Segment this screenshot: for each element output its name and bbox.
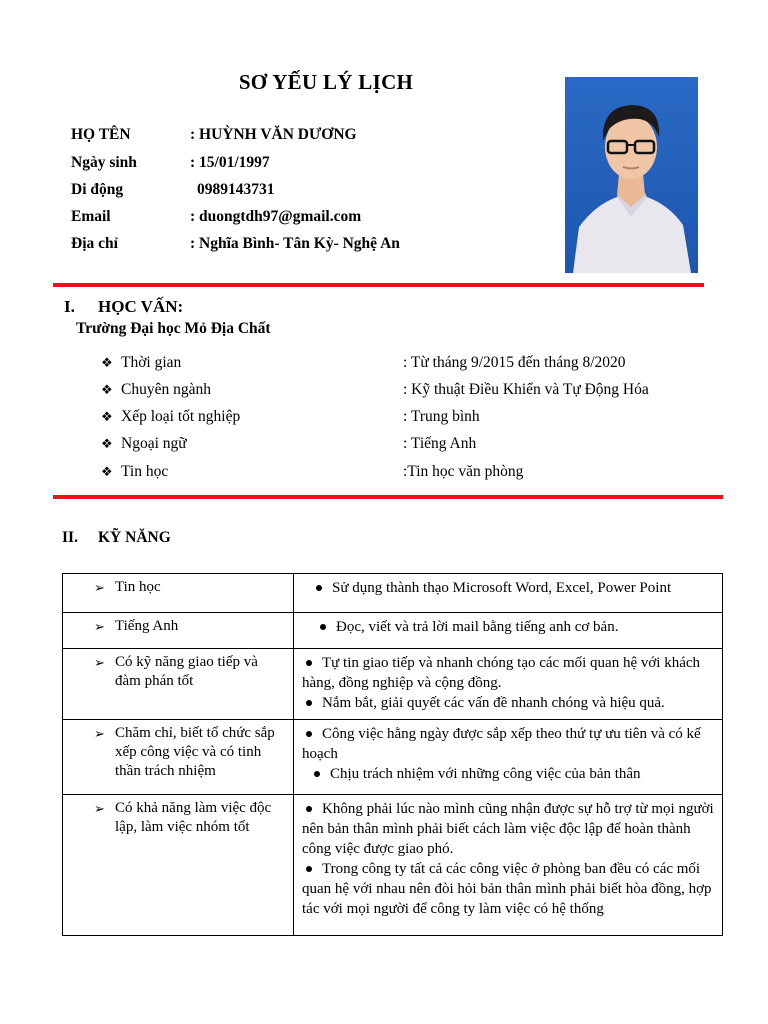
skill-label: Tiếng Anh bbox=[115, 618, 179, 634]
name-value: : HUỲNH VĂN DƯƠNG bbox=[190, 126, 357, 143]
skill-label: Chăm chỉ, biết tổ chức sắp xếp công việc và có tinh thần trách nhiệm bbox=[115, 725, 275, 779]
bullet-dot-icon bbox=[306, 866, 312, 872]
diamond-bullet-icon: ❖ bbox=[101, 436, 113, 451]
skills-table bbox=[62, 573, 723, 936]
bullet-dot-icon bbox=[306, 806, 312, 812]
dob-value: : 15/01/1997 bbox=[190, 154, 270, 171]
detail-cell bbox=[294, 574, 723, 613]
arrow-bullet-icon: ➢ bbox=[94, 726, 105, 741]
arrow-bullet-icon: ➢ bbox=[94, 619, 105, 634]
detail-cell bbox=[294, 649, 723, 720]
diamond-bullet-icon: ❖ bbox=[101, 464, 113, 479]
detail-cell bbox=[294, 795, 723, 936]
bullet-dot-icon bbox=[306, 731, 312, 737]
page-title: SƠ YẾU LÝ LỊCH bbox=[238, 70, 414, 94]
edu-item-value: : Trung bình bbox=[403, 408, 480, 425]
table-row bbox=[63, 649, 723, 720]
detail-cell bbox=[294, 720, 723, 795]
arrow-bullet-icon: ➢ bbox=[94, 655, 105, 670]
section-divider bbox=[53, 283, 704, 287]
skill-label: Có khả năng làm việc độc lập, làm việc nhóm tốt bbox=[115, 800, 272, 835]
section-divider bbox=[53, 495, 723, 499]
skill-cell bbox=[63, 574, 294, 613]
diamond-bullet-icon: ❖ bbox=[101, 382, 113, 397]
edu-item-value: : Kỹ thuật Điều Khiển và Tự Động Hóa bbox=[403, 381, 649, 398]
skill-detail: Trong công ty tất cả các công việc ở phòng ban đều có các mối quan hệ với nhau nên đòi hỏi bản thân mình phải biết hòa đồng, hợp tác với mọi người để công ty làm việc có hệ thống bbox=[302, 861, 712, 917]
skill-cell bbox=[63, 795, 294, 936]
arrow-bullet-icon: ➢ bbox=[94, 801, 105, 816]
bullet-dot-icon bbox=[306, 660, 312, 666]
skill-detail: Công việc hằng ngày được sắp xếp theo thứ tự ưu tiên và có kế hoạch bbox=[302, 726, 701, 762]
bullet-dot-icon bbox=[306, 700, 312, 706]
skill-detail: Chịu trách nhiệm với những công việc của bản thân bbox=[330, 766, 641, 782]
table-row bbox=[63, 795, 723, 936]
diamond-bullet-icon: ❖ bbox=[101, 355, 113, 370]
profile-photo bbox=[565, 77, 698, 273]
edu-item-label: Chuyên ngành bbox=[121, 381, 211, 398]
edu-item-value: :Tin học văn phòng bbox=[403, 463, 524, 480]
edu-item-value: : Từ tháng 9/2015 đến tháng 8/2020 bbox=[403, 354, 626, 371]
bullet-dot-icon bbox=[314, 771, 320, 777]
skill-detail: Tự tin giao tiếp và nhanh chóng tạo các mối quan hệ với khách hàng, đồng nghiệp và cộng đồng. bbox=[302, 655, 701, 691]
skill-detail: Nắm bắt, giải quyết các vấn đề nhanh chóng và hiệu quả. bbox=[322, 695, 665, 711]
diamond-bullet-icon: ❖ bbox=[101, 409, 113, 424]
skill-label: Có kỹ năng giao tiếp và đàm phán tốt bbox=[115, 654, 258, 689]
section-number-education: I. bbox=[64, 297, 75, 316]
skill-label: Tin học bbox=[115, 579, 161, 595]
table-row bbox=[63, 720, 723, 795]
section-number-skills: II. bbox=[62, 529, 78, 546]
email-label: Email bbox=[71, 208, 111, 225]
phone-label: Di động bbox=[71, 181, 124, 198]
section-title-skills: KỸ NĂNG bbox=[98, 529, 171, 546]
address-value: : Nghĩa Bình- Tân Kỳ- Nghệ An bbox=[190, 235, 400, 252]
table-row bbox=[63, 613, 723, 649]
detail-cell bbox=[294, 613, 723, 649]
skill-detail: Sử dụng thành thạo Microsoft Word, Excel, Power Point bbox=[332, 580, 672, 596]
section-title-education: HỌC VẤN: bbox=[98, 297, 184, 316]
address-label: Địa chỉ bbox=[71, 235, 118, 252]
arrow-bullet-icon: ➢ bbox=[94, 580, 105, 595]
table-row bbox=[63, 574, 723, 613]
edu-item-label: Thời gian bbox=[121, 354, 182, 371]
dob-label: Ngày sinh bbox=[71, 154, 137, 171]
edu-item-value: : Tiếng Anh bbox=[403, 435, 477, 452]
bullet-dot-icon bbox=[316, 585, 322, 591]
skill-cell bbox=[63, 613, 294, 649]
skill-detail: Không phải lúc nào mình cũng nhận được sự hỗ trợ từ mọi người nên bản thân mình phải biết cách làm việc độc lập để hoàn thành công việc được giao phó. bbox=[302, 801, 714, 857]
edu-item-label: Xếp loại tốt nghiệp bbox=[121, 408, 241, 425]
skill-cell bbox=[63, 720, 294, 795]
email-value: : duongtdh97@gmail.com bbox=[190, 208, 362, 225]
edu-item-label: Tin học bbox=[121, 463, 169, 480]
phone-value: 0989143731 bbox=[197, 181, 275, 198]
name-label: HỌ TÊN bbox=[71, 126, 131, 143]
bullet-dot-icon bbox=[320, 624, 326, 630]
edu-item-label: Ngoại ngữ bbox=[121, 435, 187, 452]
skill-detail: Đọc, viết và trả lời mail bằng tiếng anh cơ bản. bbox=[336, 619, 619, 635]
skill-cell bbox=[63, 649, 294, 720]
school-name: Trường Đại học Mỏ Địa Chất bbox=[76, 320, 271, 337]
